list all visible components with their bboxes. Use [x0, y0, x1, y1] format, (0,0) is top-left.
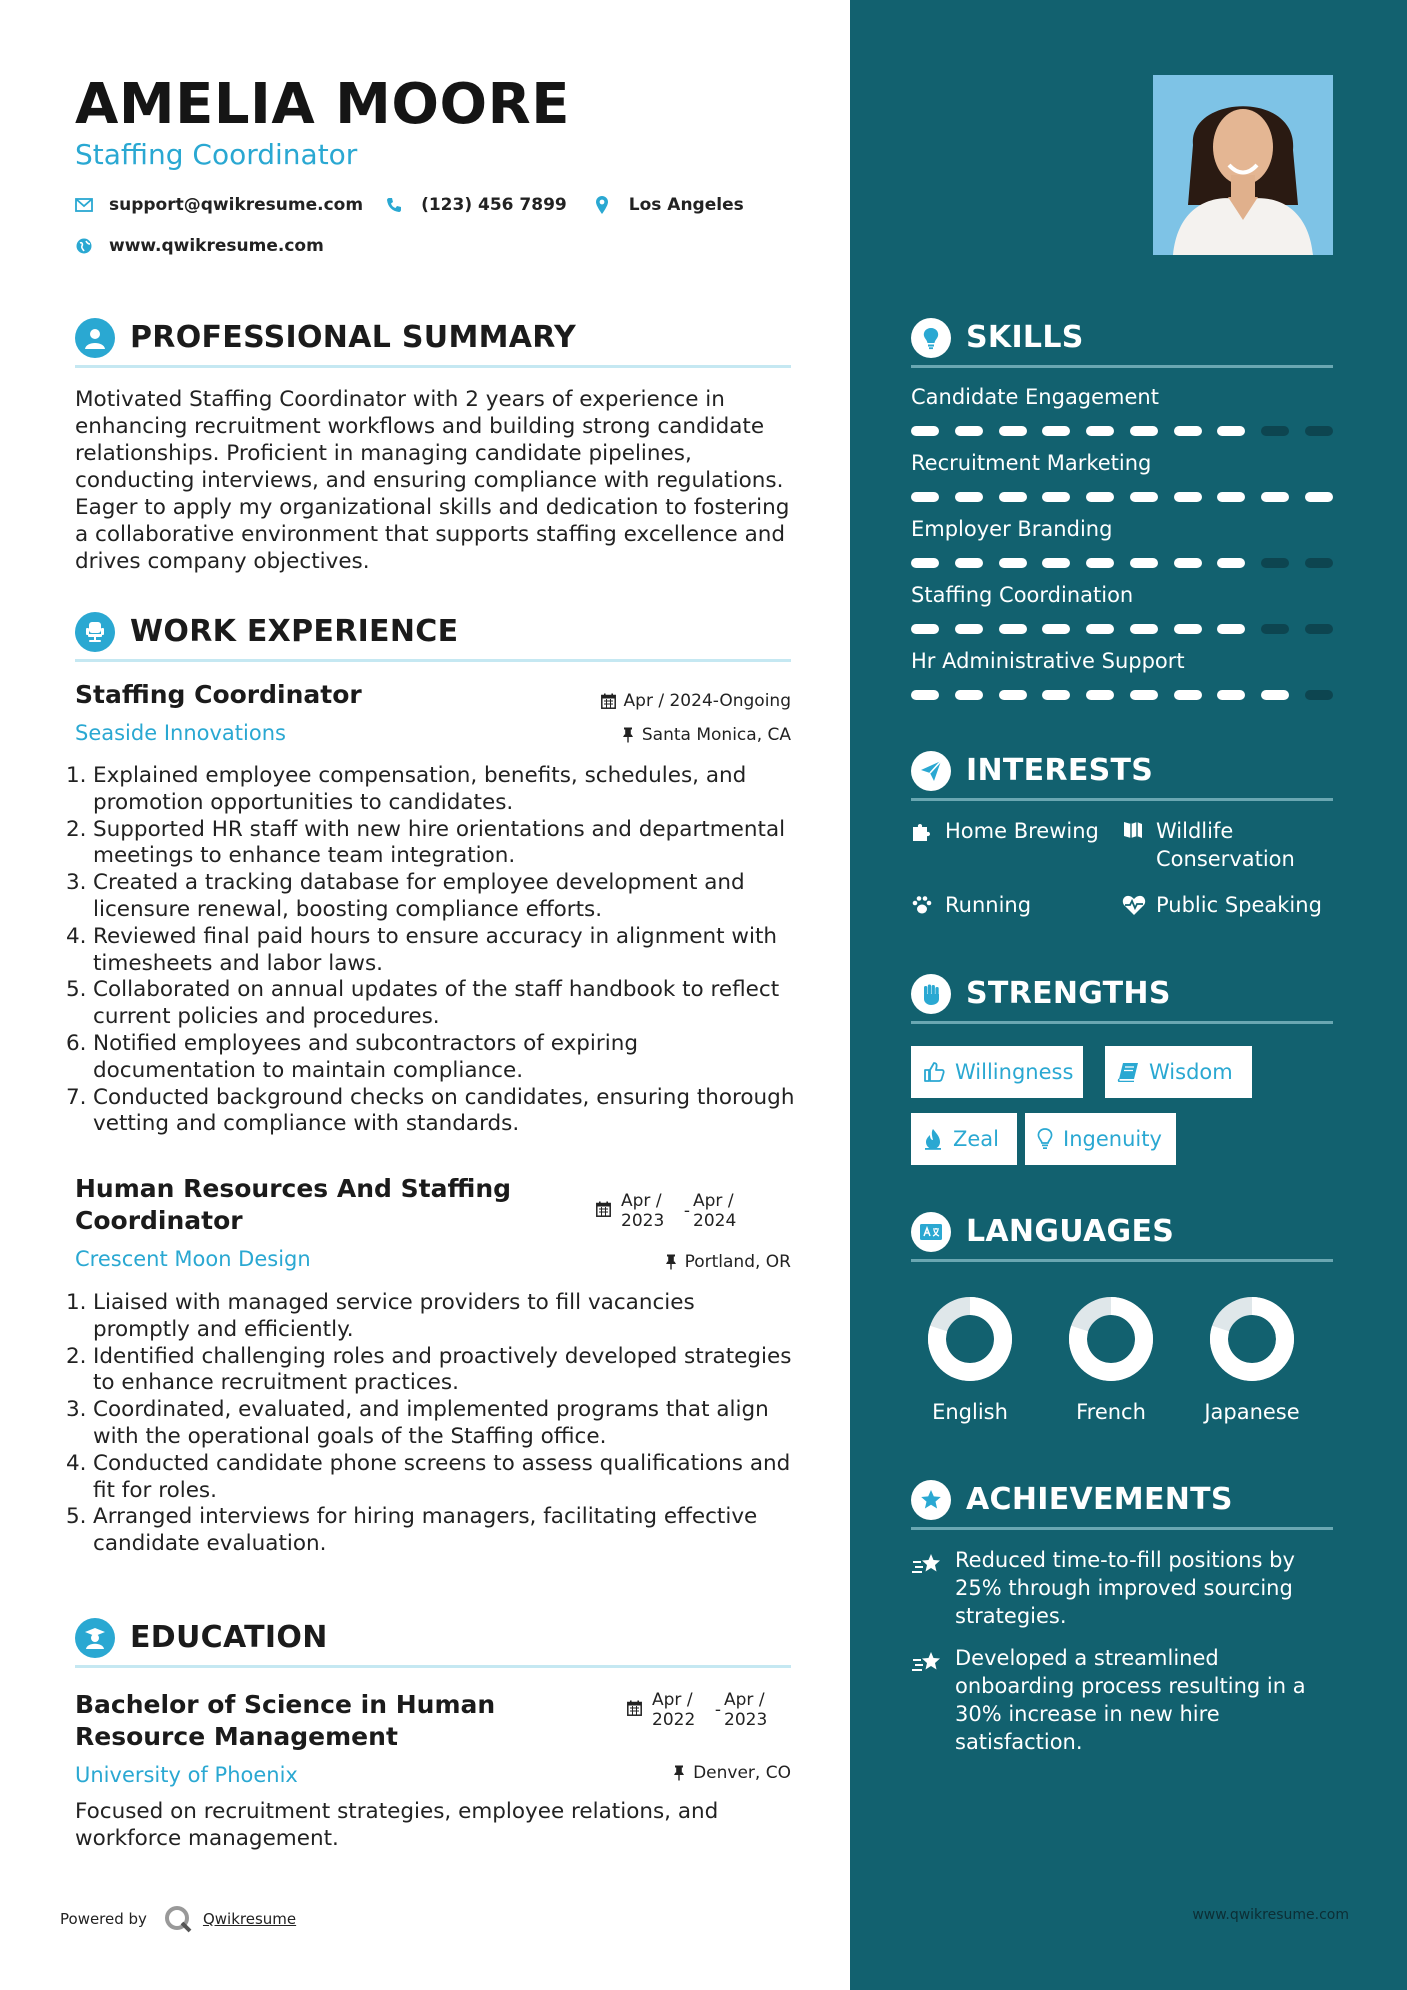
- skill-level-segment: [999, 426, 1027, 436]
- list-item: 4. Reviewed final paid hours to ensure accuracy in alignment with timesheets and labor laws.: [66, 923, 778, 976]
- envelope-icon: [75, 196, 93, 214]
- achievement-item: Reduced time-to-fill positions by 25% through improved sourcing strategies.: [911, 1546, 1341, 1630]
- phone-icon: [385, 196, 403, 214]
- list-item: 2. Identified challenging roles and proactively developed strategies to enhance recruitment practices.: [66, 1343, 792, 1396]
- section-title: SKILLS: [966, 320, 1084, 355]
- paw-icon: [911, 894, 935, 916]
- skill-name: Employer Branding: [911, 517, 1113, 541]
- list-item: 3. Coordinated, evaluated, and implemented programs that align with the operational goals of the Staffing office.: [66, 1397, 769, 1449]
- skill-level-segment: [1174, 426, 1202, 436]
- skill-level-segment: [1086, 492, 1114, 502]
- skill-level-segment: [1261, 426, 1289, 436]
- list-item: 7. Conducted background checks on candidates, ensuring thorough vetting and compliance with standards.: [66, 1084, 795, 1137]
- language-icon: [911, 1212, 951, 1252]
- skill-level-segment: [955, 558, 983, 568]
- list-item: 5. Arranged interviews for hiring managers, facilitating effective candidate evaluation.: [66, 1504, 758, 1557]
- office-chair-icon: [75, 612, 115, 652]
- interest-item: Wildlife Conservation: [1122, 817, 1295, 873]
- section-education: [75, 1614, 791, 1668]
- section-title: STRENGTHS: [966, 976, 1171, 1011]
- skill-level-bar: [911, 492, 1333, 502]
- website-link[interactable]: www.qwikresume.com: [109, 236, 324, 256]
- map-pin-icon: [593, 196, 611, 214]
- section-interests: [911, 747, 1333, 801]
- education-location: Denver, CO: [673, 1763, 791, 1783]
- skill-level-segment: [911, 492, 939, 502]
- strength-badge: Ingenuity: [1025, 1113, 1176, 1165]
- paper-plane-icon: [911, 751, 951, 791]
- job-date-range: Apr / 2023 - Apr / 2024: [596, 1191, 753, 1231]
- degree-title: Bachelor of Science in Human Resource Management: [75, 1690, 496, 1751]
- map-icon: [1122, 820, 1146, 842]
- skill-level-segment: [911, 558, 939, 568]
- section-title: ACHIEVEMENTS: [966, 1482, 1233, 1517]
- section-title: LANGUAGES: [966, 1214, 1175, 1249]
- powered-by: Powered by Qwikresume: [60, 1904, 296, 1934]
- list-item: 6. Notified employees and subcontractors of expiring documentation to maintain compliance.: [66, 1030, 638, 1083]
- skill-level-segment: [1305, 492, 1333, 502]
- section-languages: [911, 1208, 1333, 1262]
- section-title: PROFESSIONAL SUMMARY: [130, 320, 577, 355]
- skill-level-segment: [1130, 492, 1158, 502]
- pushpin-icon: [665, 1254, 677, 1270]
- skill-name: Hr Administrative Support: [911, 649, 1185, 673]
- star-badge-icon: [911, 1480, 951, 1520]
- profile-photo: [1153, 75, 1333, 255]
- list-item: 3. Created a tracking database for employee development and licensure renewal, boosting compliance efforts.: [66, 870, 745, 922]
- education-description: Focused on recruitment strategies, employee relations, and workforce management.: [75, 1799, 719, 1851]
- job-date: Apr / 2024-Ongoing: [601, 691, 791, 711]
- skill-level-segment: [955, 690, 983, 700]
- language-donut: [1207, 1294, 1297, 1384]
- skill-level-segment: [911, 624, 939, 634]
- company-name: Crescent Moon Design: [75, 1247, 311, 1271]
- skill-level-segment: [1086, 426, 1114, 436]
- job-location: Portland, OR: [665, 1252, 791, 1272]
- skill-level-segment: [1174, 624, 1202, 634]
- pushpin-icon: [673, 1765, 685, 1781]
- company-name: Seaside Innovations: [75, 721, 286, 745]
- skill-level-segment: [1130, 690, 1158, 700]
- language-donut: [925, 1294, 1015, 1384]
- skill-level-segment: [1042, 690, 1070, 700]
- user-icon: [75, 318, 115, 358]
- contact-row: [75, 195, 766, 215]
- skill-level-segment: [955, 426, 983, 436]
- skill-level-segment: [1086, 624, 1114, 634]
- skill-level-segment: [1042, 558, 1070, 568]
- skill-level-segment: [955, 492, 983, 502]
- globe-icon: [75, 237, 93, 255]
- job-bullets: [66, 1290, 796, 1558]
- skill-level-segment: [1305, 426, 1333, 436]
- book-icon: [1117, 1062, 1139, 1082]
- interest-item: Home Brewing: [911, 817, 1099, 845]
- skill-level-segment: [1217, 690, 1245, 700]
- calendar-icon: [627, 1700, 642, 1716]
- qwikresume-logo-icon: [163, 1904, 193, 1934]
- skill-level-segment: [999, 624, 1027, 634]
- language-donut: [1066, 1294, 1156, 1384]
- skill-level-bar: [911, 624, 1333, 634]
- language-item: Japanese: [1187, 1294, 1317, 1424]
- puzzle-icon: [911, 820, 935, 842]
- skill-level-segment: [1130, 558, 1158, 568]
- skill-level-segment: [955, 624, 983, 634]
- skill-level-segment: [1261, 690, 1289, 700]
- shooting-star-icon: [911, 1650, 943, 1756]
- section-title: INTERESTS: [966, 753, 1154, 788]
- list-item: 2. Supported HR staff with new hire orientations and departmental meetings to enhance team integration.: [66, 816, 786, 869]
- skill-level-segment: [911, 690, 939, 700]
- candidate-name: AMELIA MOORE: [75, 72, 570, 137]
- skill-level-segment: [911, 426, 939, 436]
- section-professional-summary: [75, 314, 791, 368]
- skill-level-segment: [1174, 558, 1202, 568]
- skill-level-segment: [1174, 690, 1202, 700]
- fire-icon: [923, 1128, 943, 1150]
- skill-level-segment: [1217, 624, 1245, 634]
- section-skills: [911, 314, 1333, 368]
- skill-level-bar: [911, 426, 1333, 436]
- skill-level-segment: [1042, 492, 1070, 502]
- thumbs-up-icon: [923, 1061, 945, 1083]
- job-location: Santa Monica, CA: [622, 725, 791, 745]
- section-title: EDUCATION: [130, 1620, 328, 1655]
- skill-level-segment: [1217, 492, 1245, 502]
- skill-level-bar: [911, 690, 1333, 700]
- heartbeat-icon: [1122, 894, 1146, 916]
- language-item: English: [905, 1294, 1035, 1424]
- section-work-experience: [75, 608, 791, 662]
- calendar-icon: [601, 693, 616, 709]
- pushpin-icon: [622, 727, 634, 743]
- graduate-icon: [75, 1618, 115, 1658]
- calendar-icon: [596, 1201, 611, 1217]
- lightbulb-icon: [1037, 1128, 1053, 1150]
- skill-name: Recruitment Marketing: [911, 451, 1152, 475]
- qwikresume-link[interactable]: Qwikresume: [202, 1910, 297, 1928]
- strength-badge: Willingness: [911, 1046, 1083, 1098]
- school-name: University of Phoenix: [75, 1763, 298, 1787]
- skill-level-segment: [999, 558, 1027, 568]
- interest-item: Running: [911, 891, 1031, 919]
- skill-level-segment: [1086, 690, 1114, 700]
- language-item: French: [1046, 1294, 1176, 1424]
- phone-number[interactable]: (123) 456 7899: [421, 195, 567, 215]
- strength-badge: Zeal: [911, 1113, 1017, 1165]
- email-link[interactable]: support@qwikresume.com: [109, 195, 364, 215]
- list-item: 1. Liaised with managed service providers to fill vacancies promptly and efficiently.: [66, 1290, 695, 1342]
- skill-level-segment: [1042, 624, 1070, 634]
- job-title: Staffing Coordinator: [75, 680, 362, 709]
- job-title: Human Resources And Staffing Coordinator: [75, 1174, 512, 1235]
- section-strengths: [911, 970, 1333, 1024]
- skill-level-segment: [1261, 558, 1289, 568]
- shooting-star-icon: [911, 1552, 943, 1630]
- skill-level-segment: [999, 690, 1027, 700]
- section-title: WORK EXPERIENCE: [130, 614, 459, 649]
- fist-icon: [911, 974, 951, 1014]
- list-item: 5. Collaborated on annual updates of the staff handbook to reflect current policies and procedures.: [66, 977, 780, 1030]
- candidate-title: Staffing Coordinator: [75, 138, 358, 171]
- skill-level-bar: [911, 558, 1333, 568]
- skill-level-segment: [1042, 426, 1070, 436]
- section-achievements: [911, 1476, 1333, 1530]
- skill-level-segment: [1217, 558, 1245, 568]
- location-text: Los Angeles: [628, 195, 744, 215]
- footer-url[interactable]: www.qwikresume.com: [1192, 1907, 1349, 1923]
- skill-level-segment: [1305, 690, 1333, 700]
- list-item: 4. Conducted candidate phone screens to assess qualifications and fit for roles.: [66, 1450, 791, 1503]
- skill-name: Staffing Coordination: [911, 583, 1134, 607]
- lightbulb-icon: [911, 318, 951, 358]
- skill-level-segment: [999, 492, 1027, 502]
- list-item: 1. Explained employee compensation, benefits, schedules, and promotion opportunities to candidates.: [66, 763, 747, 815]
- achievement-item: Developed a streamlined onboarding process resulting in a 30% increase in new hire satisfaction.: [911, 1644, 1341, 1756]
- strength-badge: Wisdom: [1105, 1046, 1252, 1098]
- summary-text: Motivated Staffing Coordinator with 2 years of experience in enhancing recruitment workflows and building strong candidate relationships. Proficient in managing candidate pipelines, conducting interviews, and ensuring compliance with regulations. Eager to apply my organizational skills and dedication to fostering a collaborative environment that supports staffing excellence and drives company objectives.: [75, 387, 790, 574]
- website-row: [75, 236, 346, 256]
- skill-level-segment: [1130, 426, 1158, 436]
- skill-level-segment: [1086, 558, 1114, 568]
- education-date-range: Apr / 2022 - Apr / 2023: [627, 1690, 784, 1730]
- skill-level-segment: [1305, 624, 1333, 634]
- skill-level-segment: [1217, 426, 1245, 436]
- interest-item: Public Speaking: [1122, 891, 1322, 919]
- skill-name: Candidate Engagement: [911, 385, 1159, 409]
- skill-level-segment: [1174, 492, 1202, 502]
- skill-level-segment: [1305, 558, 1333, 568]
- skill-level-segment: [1130, 624, 1158, 634]
- skill-level-segment: [1261, 492, 1289, 502]
- skill-level-segment: [1261, 624, 1289, 634]
- sidebar: [850, 0, 1407, 1990]
- job-bullets: [66, 763, 796, 1138]
